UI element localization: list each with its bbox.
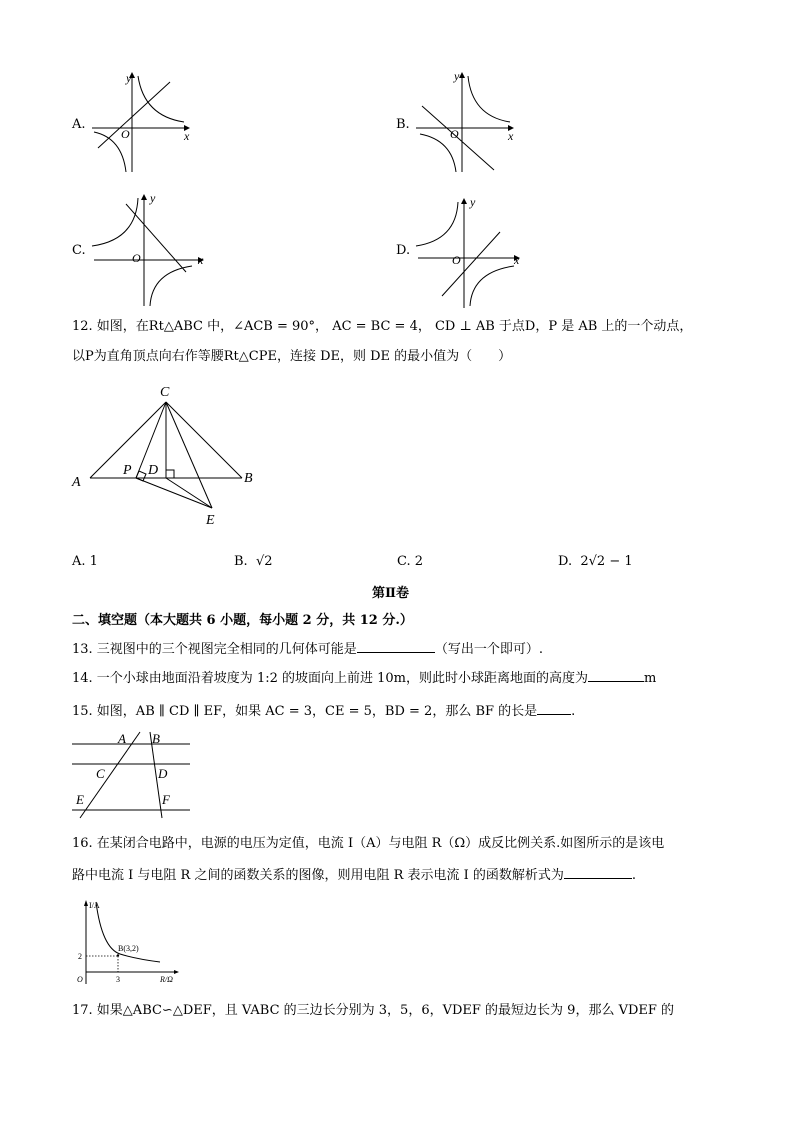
origin-label: O [452, 253, 461, 267]
option-d-label: D. [396, 243, 411, 258]
q12-option-c: C. 2 [397, 554, 424, 569]
y-axis-label: y [470, 195, 476, 209]
point-e-label: E [76, 792, 84, 807]
origin-label: O [132, 251, 141, 265]
y-axis-label: I/A [89, 901, 100, 910]
option-a-graph [88, 68, 198, 176]
point-p-label: P [123, 463, 132, 478]
q15: 15. 如图，AB ∥ CD ∥ EF，如果 AC = 3，CE = 5，BD = 2，那么 BF 的长是 . [72, 704, 576, 719]
origin-label: O [77, 975, 83, 984]
point-e-label: E [206, 513, 215, 528]
q12-option-b: B. √2 [234, 554, 273, 569]
q15-figure [70, 728, 196, 820]
point-c-label: C [160, 385, 170, 400]
q16-answer-blank [564, 866, 632, 879]
x-axis-label: R/Ω [160, 975, 173, 984]
y-axis-label: y [454, 69, 460, 83]
q12-line1: 12. 如图，在Rt△ABC 中，∠ACB = 90°， AC = BC = 4， CD ⊥ AB 于点D，P 是 AB 上的一个动点， [72, 319, 693, 334]
x-axis-label: x [198, 253, 204, 267]
q16-line1: 16. 在某闭合电路中，电源的电压为定值，电流 I（A）与电阻 R（Ω）成反比例关系.如图所示的是该电 [72, 836, 665, 851]
point-a-label: A [72, 475, 81, 490]
volume-title: 第Ⅱ卷 [372, 586, 409, 601]
y-axis-label: y [126, 71, 132, 85]
point-b-label: B [244, 471, 253, 486]
x-axis-label: x [514, 253, 520, 267]
origin-label: O [450, 127, 459, 141]
q12-option-d-value: 2√2 − 1 [580, 554, 633, 569]
section-heading: 二、填空题（本大题共 6 小题，每小题 2 分，共 12 分.） [72, 613, 413, 628]
point-f-label: F [162, 792, 170, 807]
point-b-label: B(3,2) [118, 944, 139, 953]
option-c-graph [88, 190, 208, 308]
q12-option-a: A. 1 [72, 554, 98, 569]
point-c-label: C [96, 766, 105, 781]
q14-answer-blank [588, 669, 644, 682]
q13: 13. 三视图中的三个视图完全相同的几何体可能是 （写出一个即可）. [72, 642, 543, 657]
option-a-label: A. [72, 117, 86, 132]
q12-line2: 以P为直角顶点向右作等腰Rt△CPE，连接 DE，则 DE 的最小值为（ ） [72, 349, 512, 364]
x-tick-label: 3 [116, 975, 120, 984]
q16-line2: 路中电流 I 与电阻 R 之间的函数关系的图像，则用电阻 R 表示电流 I 的函数解析式为 . [72, 868, 637, 883]
q13-answer-blank [357, 640, 435, 653]
option-b-graph [412, 68, 522, 176]
q12-option-b-value: √2 [255, 554, 273, 569]
option-d-graph [412, 192, 528, 310]
option-c-label: C. [72, 243, 86, 258]
q15-answer-blank [537, 702, 571, 715]
x-axis-label: x [184, 129, 190, 143]
option-b-label: B. [396, 117, 410, 132]
q16-graph [74, 896, 184, 988]
q12-option-d: D. 2√2 − 1 [558, 554, 633, 569]
q14: 14. 一个小球由地面沿着坡度为 1:2 的坡面向上前进 10m，则此时小球距离地面的高度为 m [72, 671, 657, 686]
point-d-label: D [148, 463, 159, 478]
point-a-label: A [118, 731, 126, 746]
point-d-label: D [158, 766, 168, 781]
y-tick-label: 2 [78, 952, 82, 961]
q17: 17. 如果△ABC∽△DEF，且 VABC 的三边长分别为 3，5，6，VDEF 的最短边长为 9，那么 VDEF 的 [72, 1003, 675, 1018]
q12-figure [66, 380, 266, 530]
point-b-label: B [152, 731, 160, 746]
origin-label: O [121, 127, 130, 141]
x-axis-label: x [508, 129, 514, 143]
y-axis-label: y [150, 191, 156, 205]
